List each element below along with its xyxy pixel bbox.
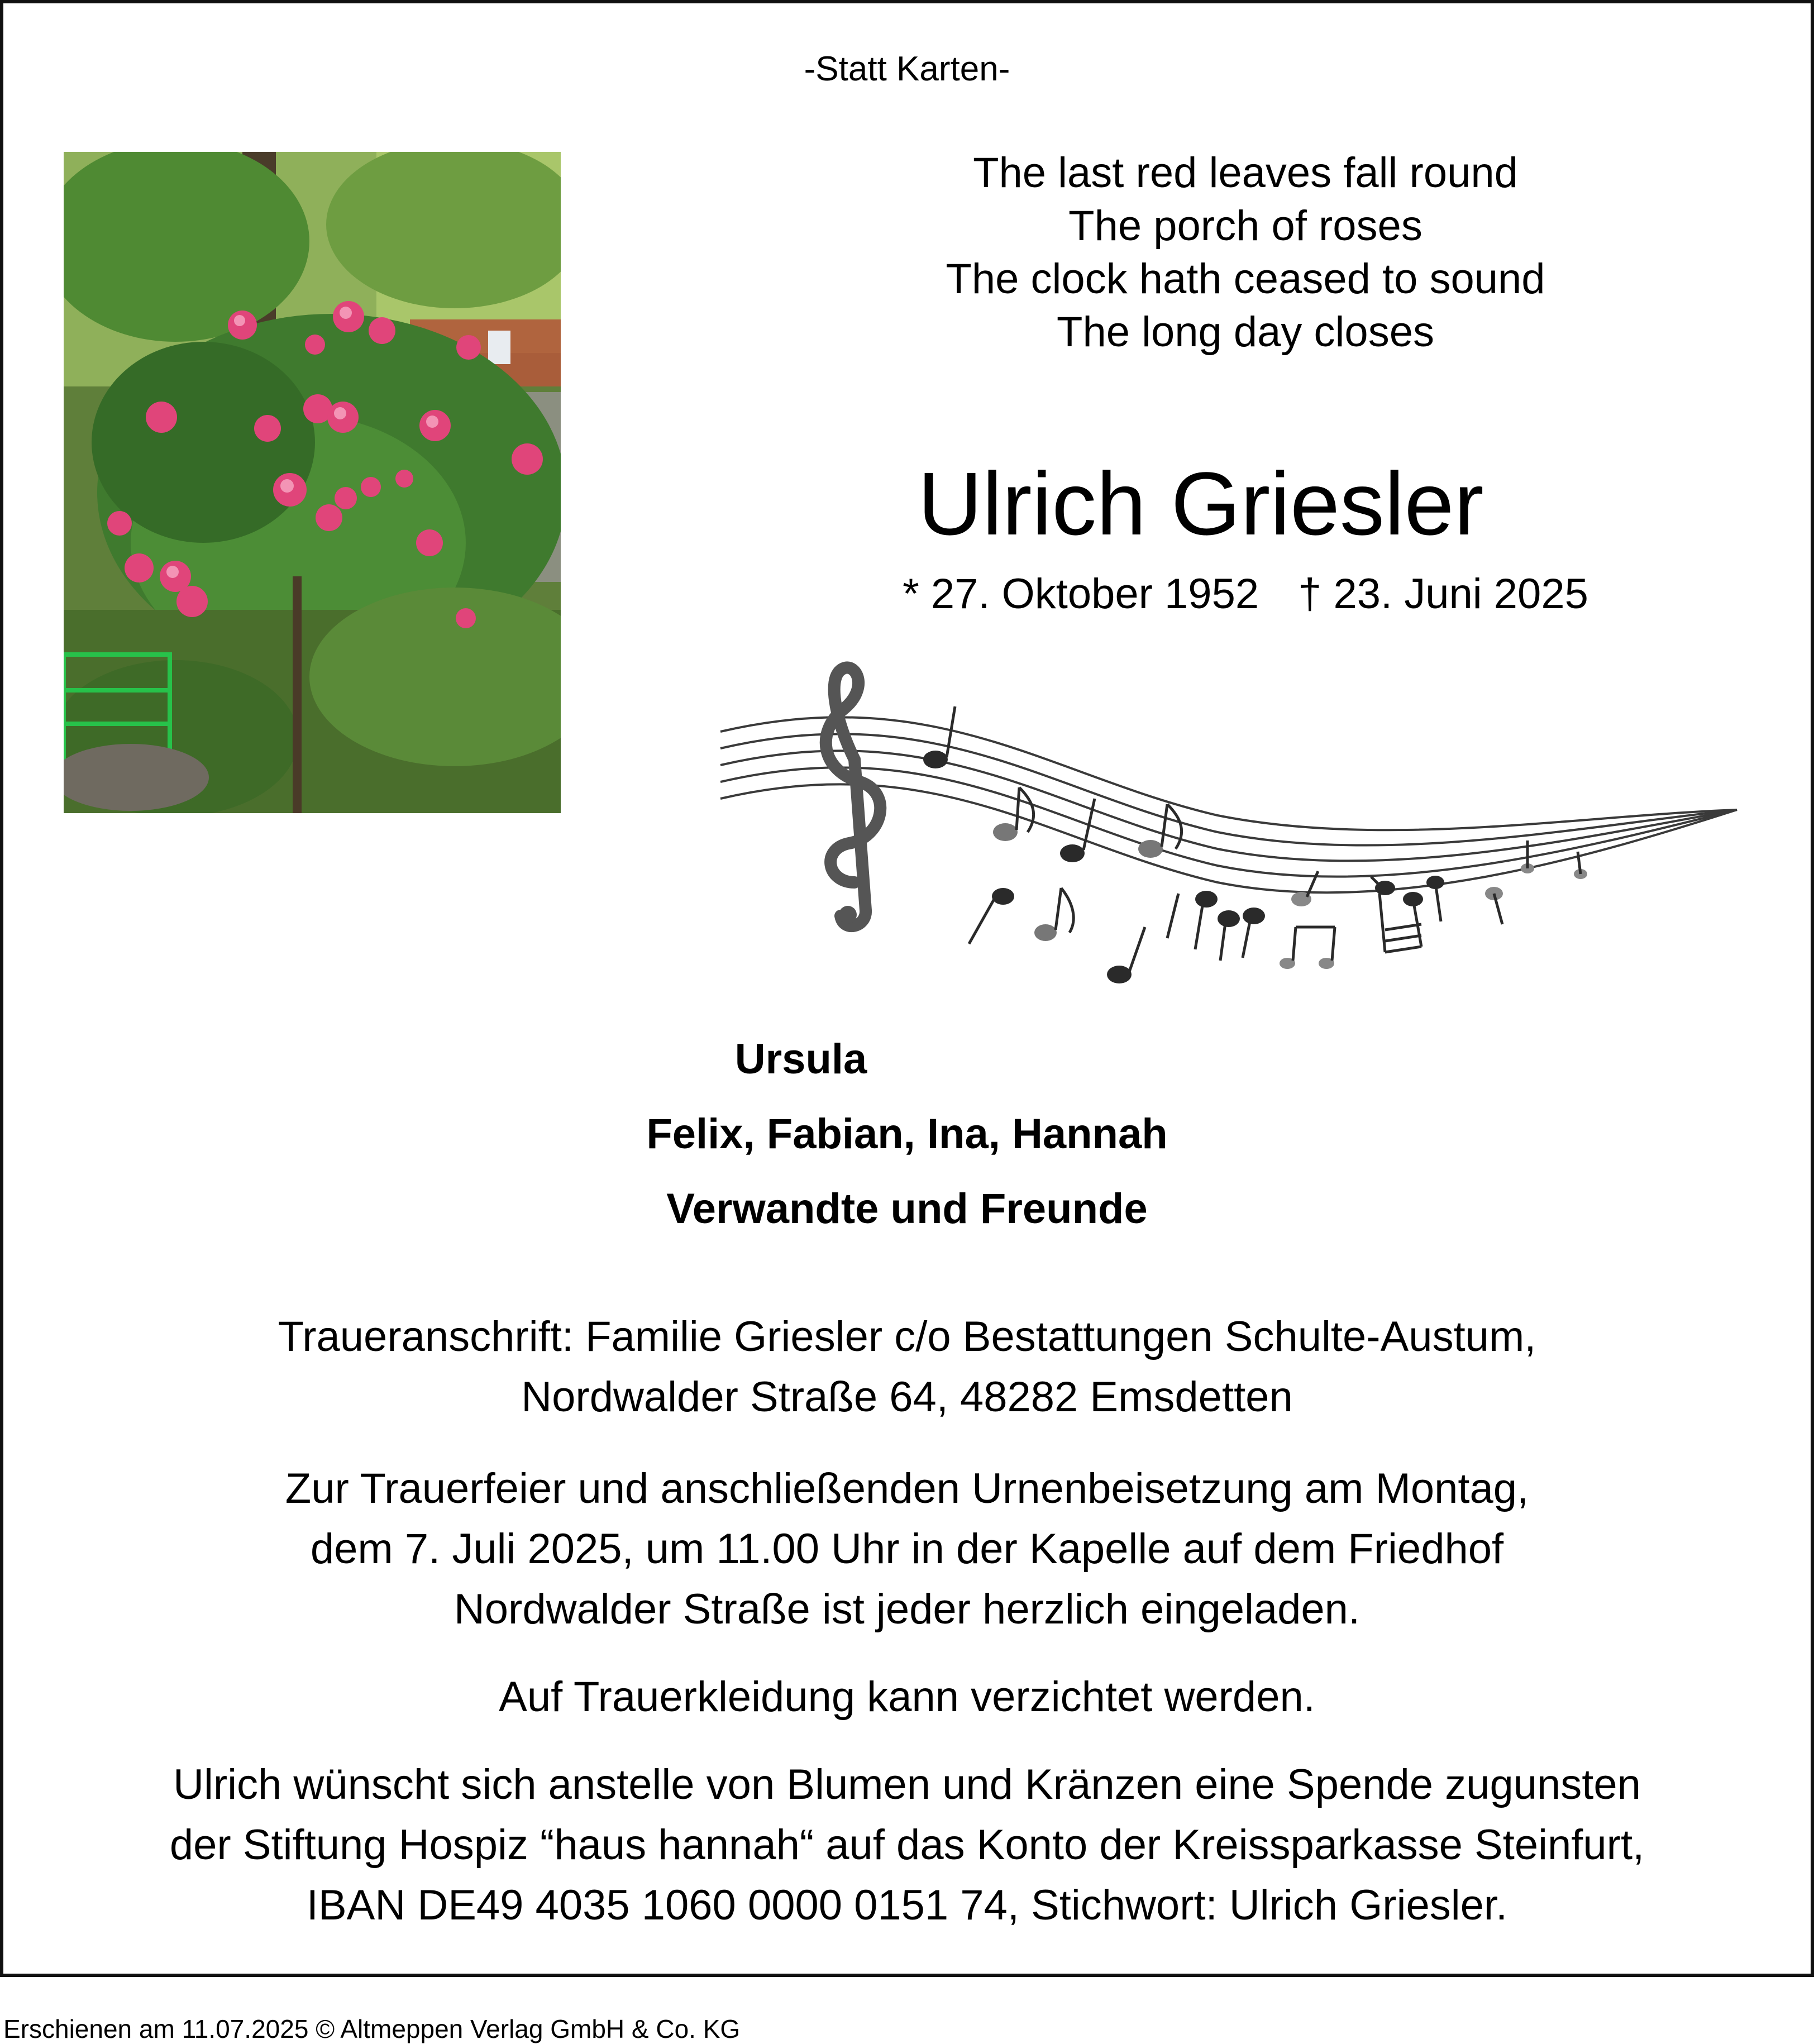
poem-line: The last red leaves fall round [973, 149, 1518, 197]
deceased-name: Ulrich Griesler [918, 453, 1484, 553]
attire-note: Auf Trauerkleidung kann verzichtet werden. [499, 1673, 1315, 1721]
mourning-address [0, 1307, 1814, 1427]
donation-line: Ulrich wünscht sich anstelle von Blumen und Kränzen eine Spende zugunsten [173, 1761, 1641, 1808]
mourners [0, 1022, 1814, 1247]
ceremony-info [0, 1459, 1814, 1640]
birth-date: * 27. Oktober 1952 [903, 570, 1259, 618]
publication-footer: Erschienen am 11.07.2025 © Altmeppen Verlag GmbH & Co. KG [3, 2014, 741, 2043]
header-statt-karten: -Statt Karten- [804, 50, 1010, 88]
ceremony-line: Nordwalder Straße ist jeder herzlich eingeladen. [454, 1585, 1360, 1633]
donation-line: der Stiftung Hospiz “haus hannah“ auf das Konto der Kreissparkasse Steinfurt, [169, 1821, 1645, 1869]
rose-bush-photo [64, 152, 561, 813]
death-date: † 23. Juni 2025 [1298, 570, 1588, 618]
donation-info [0, 1755, 1814, 1936]
poem [838, 146, 1653, 359]
address-line: Traueranschrift: Familie Griesler c/o Bestattungen Schulte-Austum, [278, 1313, 1536, 1360]
address-line: Nordwalder Straße 64, 48282 Emsdetten [521, 1373, 1293, 1421]
life-dates [726, 570, 1765, 618]
poem-line: The clock hath ceased to sound [946, 255, 1545, 303]
poem-line: The porch of roses [1068, 202, 1422, 250]
mourner-line: Verwandte und Freunde [666, 1185, 1148, 1233]
ceremony-line: dem 7. Juli 2025, um 11.00 Uhr in der Kapelle auf dem Friedhof [310, 1525, 1504, 1573]
ceremony-line: Zur Trauerfeier und anschließenden Urnenbeisetzung am Montag, [285, 1465, 1529, 1512]
mourner-line: Ursula [734, 1035, 867, 1083]
donation-line: IBAN DE49 4035 1060 0000 0151 74, Stichwort: Ulrich Griesler. [306, 1881, 1508, 1929]
poem-line: The long day closes [1057, 308, 1434, 356]
mourner-line: Felix, Fabian, Ina, Hannah [646, 1110, 1168, 1158]
music-staff-icon [715, 648, 1743, 994]
